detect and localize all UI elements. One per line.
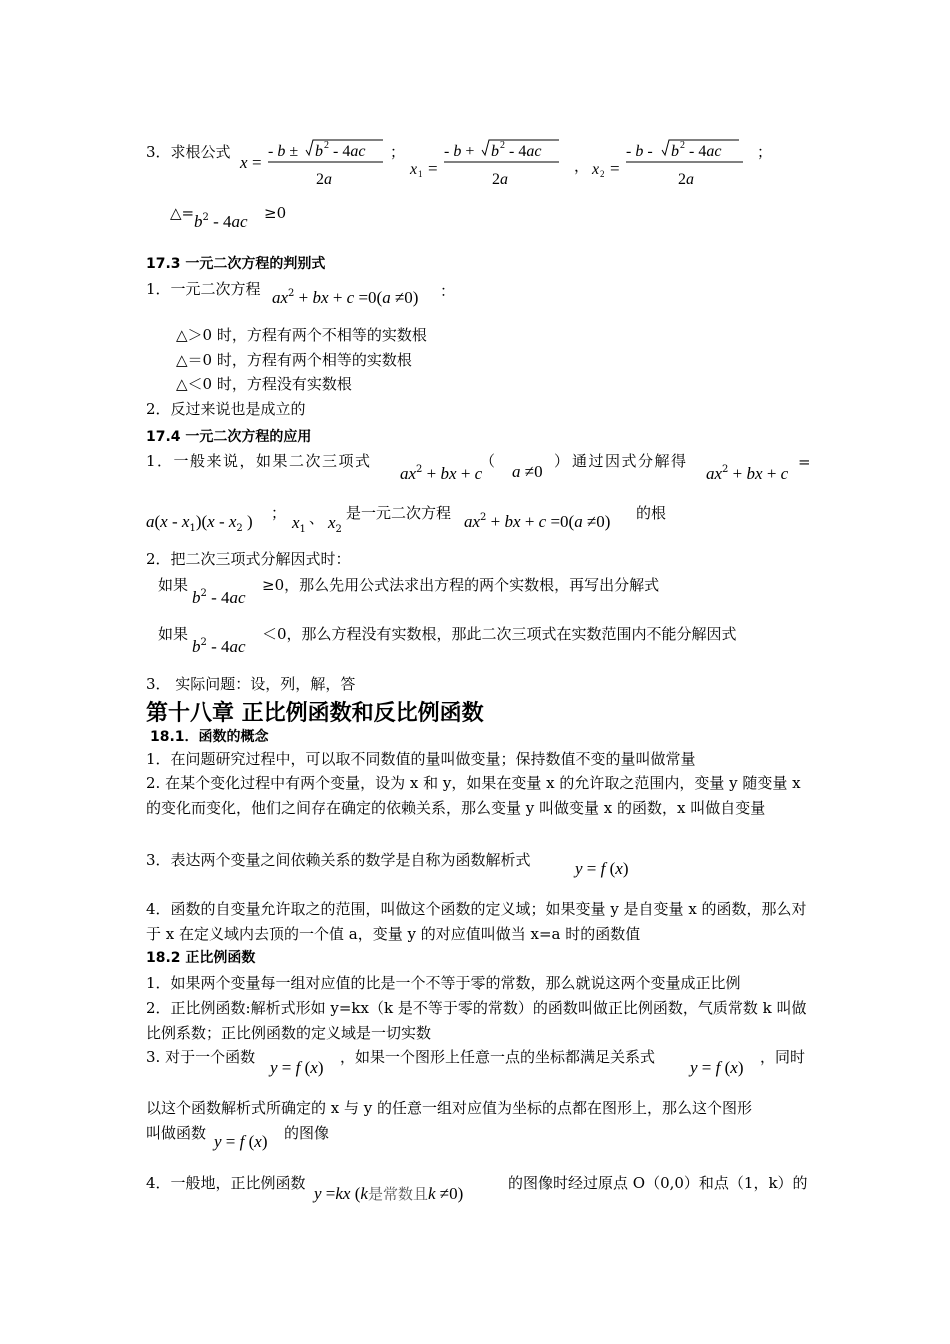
s17-4-if1-text: ≥0，那么先用公式法求出方程的两个实数根，再写出分解式 <box>262 576 660 594</box>
formula-x1-graphic <box>408 138 563 190</box>
s18-2-item3-a: 3. 对于一个函数 <box>146 1048 256 1066</box>
s18-1-item2: 2. 在某个变化过程中有两个变量，设为 x 和 y，如果在变量 x 的允许取之范围内，变量 y 随变量 x 的变化而变化，他们之间存在确定的依赖关系，那么变量 y 叫做变量 x 的函数，x 叫做自变量 <box>146 774 801 817</box>
s18-2-item3-expr2: y = f (x) <box>690 1058 744 1077</box>
s17-4-if2-prefix: 如果 <box>158 625 189 643</box>
s17-4-item1-text-b: 通过因式分解得 <box>572 452 688 470</box>
svg-text:- 4ac: - 4ac <box>333 143 366 160</box>
s17-4-item1-expr-a: $ax^2$ + bx + c <box>400 464 483 483</box>
s17-4-if1-expr: $b^2 - 4ac$ <box>192 588 246 607</box>
svg-text:2: 2 <box>600 169 605 179</box>
s18-2-item3-expr: y = f (x) <box>270 1058 324 1077</box>
svg-text:- b +: - b + <box>444 143 475 160</box>
s17-3-case2: △＝0 时，方程有两个相等的实数根 <box>176 351 412 369</box>
s18-2-item3-d: 以这个函数解析式所确定的 x 与 y 的任意一组对应值为坐标的点都在图形上，那么这个图形 <box>146 1099 753 1117</box>
s17-3-case1: △＞0 时，方程有两个不相等的实数根 <box>176 326 427 344</box>
svg-text:b: b <box>315 143 323 160</box>
s18-1-item4: 4．函数的自变量允许取之的范围，叫做这个函数的定义域；如果变量 y 是自变量 x 的函数，那么对于 x 在定义域内去顶的一个值 a，变量 y 的对应值叫做当 x=a 时的函数值 <box>146 900 807 943</box>
section-17-4-title: 17.4 一元二次方程的应用 <box>146 429 312 445</box>
s17-4-dun: 、 <box>309 509 325 527</box>
s17-3-item1-end: ： <box>440 282 456 300</box>
s18-2-item4-expr: y =kx (k是常数且k ≠0) <box>314 1184 464 1203</box>
s17-4-item1-text-d: 的根 <box>636 504 667 522</box>
formula-sep2: ， <box>574 157 590 175</box>
s17-4-if2-text: ＜0，那么方程没有实数根，那此二次三项式在实数范围内不能分解因式 <box>262 625 737 643</box>
s17-4-item1-expr-b: $ax^2$ + bx + c <box>706 464 789 483</box>
s17-4-item3: 3． 实际问题：设，列，解，答 <box>146 675 356 693</box>
quadratic-formula-label: 3．求根公式 <box>146 143 231 161</box>
s17-4-root-x1: $x_1$ <box>292 513 306 535</box>
svg-text:b: b <box>491 143 499 160</box>
svg-text:2: 2 <box>680 140 685 151</box>
formula-sep3: ； <box>757 143 773 161</box>
svg-text:2: 2 <box>324 140 329 151</box>
formula-x-graphic <box>238 138 388 190</box>
s18-2-item4-b: 的图像时经过原点 O（0,0）和点（1，k）的 <box>508 1174 808 1192</box>
svg-text:2a: 2a <box>492 171 508 188</box>
svg-text:x: x <box>592 161 600 178</box>
section-18-1-title: 18.1．函数的概念 <box>150 729 269 745</box>
s17-3-item1-label: 1．一元二次方程 <box>146 280 261 298</box>
formula-sep1: ； <box>390 143 406 161</box>
s18-2-item3-c: ，同时 <box>760 1048 806 1066</box>
s18-1-item3: 3．表达两个变量之间依赖关系的数学是自称为函数解析式 <box>146 851 531 869</box>
section-17-3-title: 17.3 一元二次方程的判别式 <box>146 256 326 272</box>
delta-prefix: △= <box>170 204 195 222</box>
svg-text:=: = <box>252 153 262 172</box>
formula-x2 <box>590 138 750 194</box>
formula-x1 <box>408 138 563 194</box>
s17-4-item1-equation: $ax^2$ + bx + c =0(a ≠0) <box>464 512 611 531</box>
s17-4-paren-open: （ <box>480 452 496 470</box>
svg-text:- b -: - b - <box>626 143 653 160</box>
delta-expr: $b^2 - 4ac$ <box>194 212 248 231</box>
formula-x2-graphic <box>590 138 750 190</box>
svg-text:2: 2 <box>500 140 505 151</box>
chapter-18-title: 第十八章 正比例函数和反比例函数 <box>146 701 484 726</box>
svg-text:- 4ac: - 4ac <box>689 143 722 160</box>
s17-4-cond: a ≠0 <box>512 462 543 481</box>
s17-4-item2: 2．把二次三项式分解因式时： <box>146 550 351 568</box>
s18-1-item3-expr: y = f (x) <box>575 859 629 878</box>
s18-2-item3-b: ，如果一个图形上任意一点的坐标都满足关系式 <box>340 1048 656 1066</box>
s17-4-root-x2: $x_2$ <box>328 513 342 535</box>
svg-text:x: x <box>240 153 248 172</box>
s17-4-if2-expr: $b^2 - 4ac$ <box>192 637 246 656</box>
delta-suffix: ≥0 <box>264 204 287 222</box>
s17-4-item1-eq: = <box>798 453 811 471</box>
svg-text:- b ±: - b ± <box>268 143 299 160</box>
s17-4-paren-close: ） <box>554 452 570 470</box>
s18-2-item3-expr3: y = f (x) <box>214 1132 268 1151</box>
svg-text:=: = <box>428 159 438 178</box>
s18-2-item3-f: 的图像 <box>284 1124 330 1142</box>
s17-4-item1-sep: ； <box>271 504 287 522</box>
s18-2-item1: 1．如果两个变量每一组对应值的比是一个不等于零的常数，那么就说这两个变量成正比例 <box>146 974 741 992</box>
formula-x <box>238 138 388 194</box>
s18-1-item1: 1．在问题研究过程中，可以取不同数值的量叫做变量；保持数值不变的量叫做常量 <box>146 750 696 768</box>
s18-2-item2: 2．正比例函数:解析式形如 y=kx（k 是不等于零的常数）的函数叫做正比例函数，气质常数 k 叫做比例系数；正比例函数的定义域是一切实数 <box>146 999 807 1042</box>
svg-text:=: = <box>610 159 620 178</box>
svg-text:2a: 2a <box>316 171 332 188</box>
svg-text:- 4ac: - 4ac <box>509 143 542 160</box>
s17-3-item2: 2．反过来说也是成立的 <box>146 400 306 418</box>
s17-4-item1-text-a: 1．一般来说，如果二次三项式 <box>146 452 372 470</box>
s17-4-if1-prefix: 如果 <box>158 576 189 594</box>
s17-4-item1-factored: $a(x - x_1)(x - x_2$ ) <box>146 512 253 534</box>
s17-3-item1-expr: $ax^2$ + bx + c =0(a ≠0) <box>272 288 419 307</box>
s17-3-case3: △＜0 时，方程没有实数根 <box>176 375 352 393</box>
s17-4-item1-text-c: 是一元二次方程 <box>346 504 452 522</box>
s18-2-item3-e: 叫做函数 <box>146 1124 207 1142</box>
section-18-2-title: 18.2 正比例函数 <box>146 950 256 966</box>
svg-text:b: b <box>671 143 679 160</box>
svg-text:x: x <box>410 161 418 178</box>
svg-text:2a: 2a <box>678 171 694 188</box>
svg-text:1: 1 <box>418 169 423 179</box>
s18-2-item4-a: 4．一般地，正比例函数 <box>146 1174 306 1192</box>
